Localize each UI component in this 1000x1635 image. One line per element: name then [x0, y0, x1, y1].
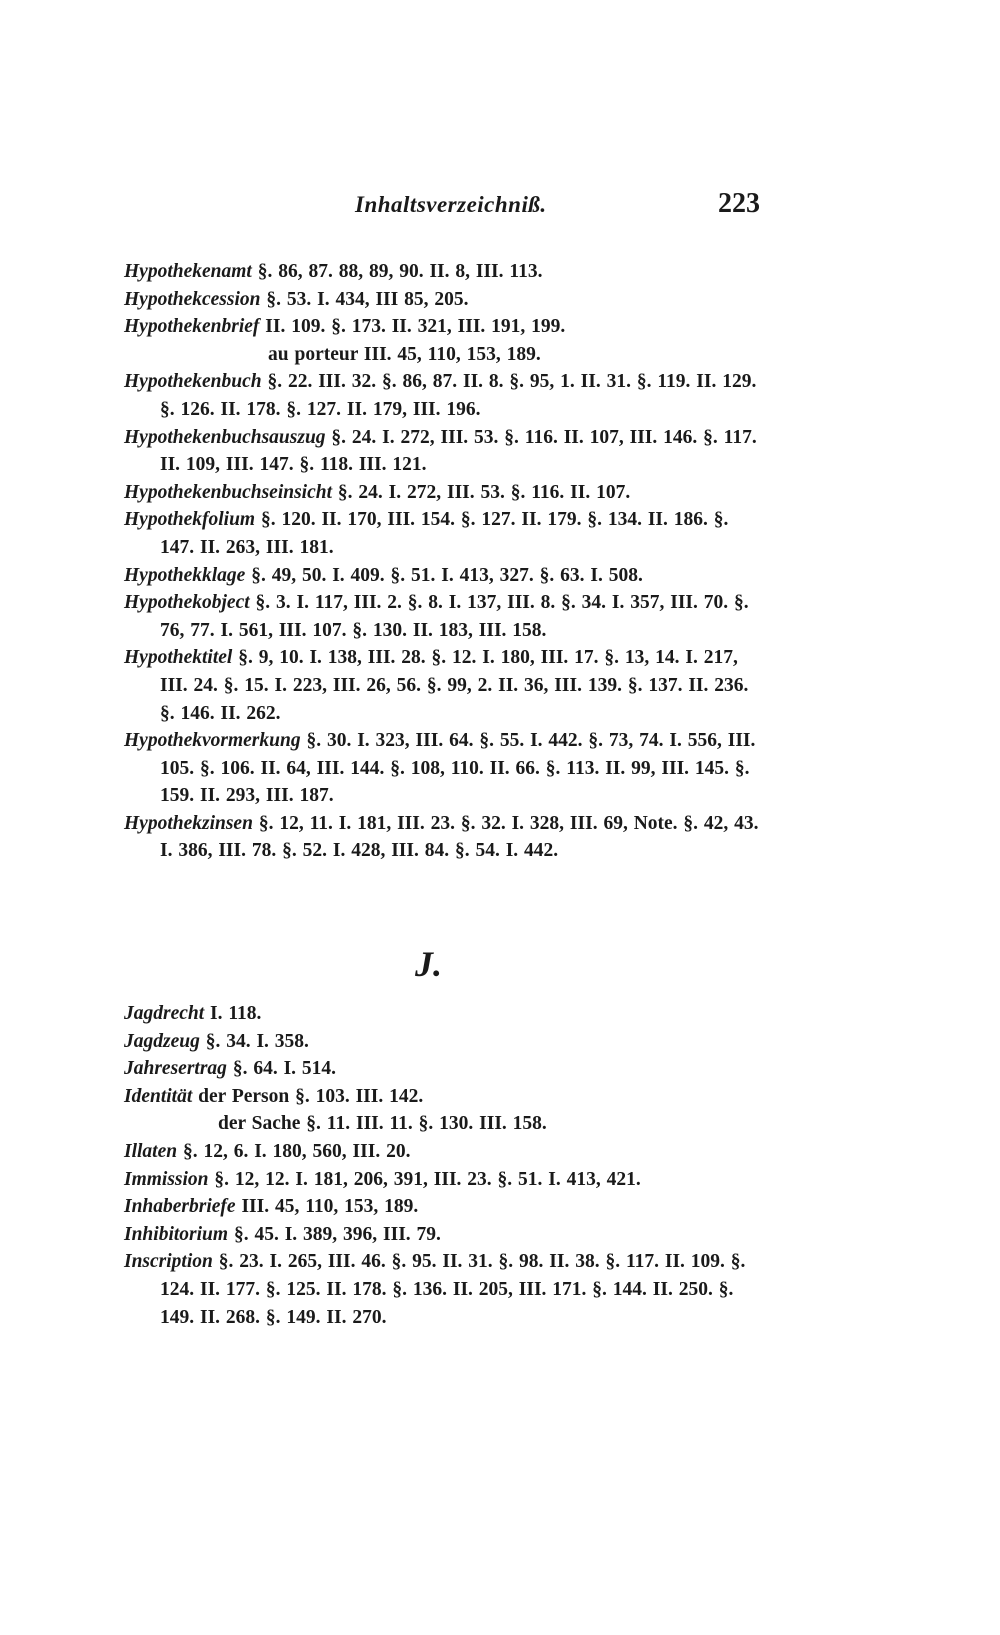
entry-headword: Hypothekenbuchseinsicht — [124, 481, 333, 503]
entry-references: §. 12, 11. I. 181, III. 23. §. 32. I. 328, III. 69, Note. §. 42, 43. I. 386, III. 78. §. 52. I. 428, III. 84. §. 54. I. 442. — [160, 812, 765, 862]
index-subentry — [124, 1110, 764, 1138]
index-subentry — [124, 341, 764, 369]
entry-headword: Hypothekenbrief — [124, 316, 260, 338]
entry-headword: Hypothekenbuch — [124, 371, 262, 393]
entry-references: §. 3. I. 117, III. 2. §. 8. I. 137, III. 8. §. 34. I. 357, III. 70. §. 76, 77. I. 561, III. 107. §. 130. II. 183, III. 158. — [160, 592, 755, 641]
index-entry — [124, 1028, 764, 1056]
entry-headword: Hypothekenamt — [124, 261, 252, 282]
index-entry — [124, 1166, 764, 1194]
entry-references: §. 30. I. 323, III. 64. §. 55. I. 442. §. 73, 74. I. 556, III. 105. §. 106. II. 64, III. 144. §. 108, 110. II. 66. §. 113. II. 99, III. 145. §. 159. II. 293, III. 187. — [160, 730, 762, 807]
index-section-h — [124, 258, 764, 865]
index-entry — [124, 424, 764, 479]
entry-headword: Hypothekcession — [124, 288, 261, 310]
section-letter-heading: J. — [415, 944, 442, 984]
index-entry — [124, 727, 764, 810]
entry-headword: Jagdrecht — [124, 1003, 205, 1024]
page-number: 223 — [718, 188, 760, 219]
index-entry — [124, 589, 764, 644]
entry-headword: Hypothektitel — [124, 647, 233, 669]
entry-headword: Hypothekenbuchsauszug — [124, 426, 326, 448]
entry-headword: Hypothekobject — [124, 592, 250, 614]
index-entry — [124, 810, 764, 865]
entry-headword: Jahresertrag — [124, 1058, 227, 1080]
index-entry — [124, 286, 764, 314]
entry-references: II. 109. §. 173. II. 321, III. 191, 199. — [259, 316, 566, 338]
entry-references: §. 34. I. 358. — [199, 1030, 309, 1052]
running-title: Inhaltsverzeichniß. — [355, 192, 547, 217]
index-entry — [124, 562, 764, 590]
entry-headword: Hypothekvormerkung — [124, 730, 301, 752]
entry-headword: Inhaberbriefe — [124, 1196, 236, 1218]
entry-references: §. 24. I. 272, III. 53. §. 116. II. 107. — [332, 481, 631, 503]
entry-references: III. 45, 110, 153, 189. — [235, 1196, 419, 1218]
entry-headword: Jagdzeug — [124, 1030, 200, 1052]
page-header — [355, 188, 760, 228]
entry-headword: Hypothekzinsen — [124, 812, 253, 834]
index-entry — [124, 258, 764, 286]
index-section-j — [124, 1000, 764, 1331]
entry-headword: Hypothekklage — [124, 564, 246, 586]
entry-headword: Immission — [124, 1168, 209, 1190]
index-entry — [124, 1055, 764, 1083]
entry-references: der Person §. 103. III. 142. — [192, 1085, 424, 1107]
index-entry — [124, 1248, 764, 1331]
entry-references: §. 24. I. 272, III. 53. §. 116. II. 107, III. 146. §. 117. II. 109, III. 147. §. 118. III. 121. — [160, 426, 763, 476]
index-entry — [124, 1193, 764, 1221]
index-entry — [124, 1000, 764, 1028]
entry-references: der Sache §. 11. III. 11. §. 130. III. 158. — [218, 1113, 547, 1135]
entry-references: §. 120. II. 170, III. 154. §. 127. II. 179. §. 134. II. 186. §. 147. II. 263, III. 181. — [160, 509, 735, 558]
entry-headword: Hypothekfolium — [124, 509, 256, 531]
entry-references: §. 9, 10. I. 138, III. 28. §. 12. I. 180, III. 17. §. 13, 14. I. 217, III. 24. §. 15. I. 223, III. 26, 56. §. 99, 2. II. 36, III. 139. §. 137. II. 236. §. 146. II. 262. — [160, 647, 755, 724]
entry-references: §. 23. I. 265, III. 46. §. 95. II. 31. §. 98. II. 38. §. 117. II. 109. §. 124. II. 177. §. 125. II. 178. §. 136. II. 205, III. 171. §. 144. II. 250. §. 149. II. 268. §. 149. II. 270. — [160, 1251, 752, 1328]
entry-references: au porteur III. 45, 110, 153, 189. — [268, 343, 541, 365]
index-entry — [124, 479, 764, 507]
index-entry — [124, 313, 764, 341]
entry-headword: Identität — [124, 1085, 193, 1107]
entry-references: §. 86, 87. 88, 89, 90. II. 8, III. 113. — [251, 261, 543, 282]
index-entry — [124, 1221, 764, 1249]
entry-headword: Inhibitorium — [124, 1223, 229, 1245]
entry-references: §. 49, 50. I. 409. §. 51. I. 413, 327. §. 63. I. 508. — [245, 564, 643, 586]
entry-references: §. 12, 12. I. 181, 206, 391, III. 23. §. 51. I. 413, 421. — [208, 1168, 641, 1190]
entry-references: §. 45. I. 389, 396, III. 79. — [228, 1223, 441, 1245]
entry-references: §. 22. III. 32. §. 86, 87. II. 8. §. 95, 1. II. 31. §. 119. II. 129. §. 126. II. 178. §. 127. II. 179, III. 196. — [160, 371, 763, 420]
entry-references: §. 64. I. 514. — [226, 1058, 337, 1080]
index-entry — [124, 644, 764, 727]
index-entry — [124, 1083, 764, 1111]
index-entry — [124, 506, 764, 561]
entry-headword: Inscription — [124, 1251, 213, 1273]
entry-references: I. 118. — [204, 1003, 262, 1024]
entry-headword: Illaten — [124, 1140, 178, 1162]
entry-references: §. 53. I. 434, III 85, 205. — [260, 288, 469, 310]
index-entry — [124, 1138, 764, 1166]
entry-references: §. 12, 6. I. 180, 560, III. 20. — [177, 1140, 411, 1162]
index-entry — [124, 368, 764, 423]
